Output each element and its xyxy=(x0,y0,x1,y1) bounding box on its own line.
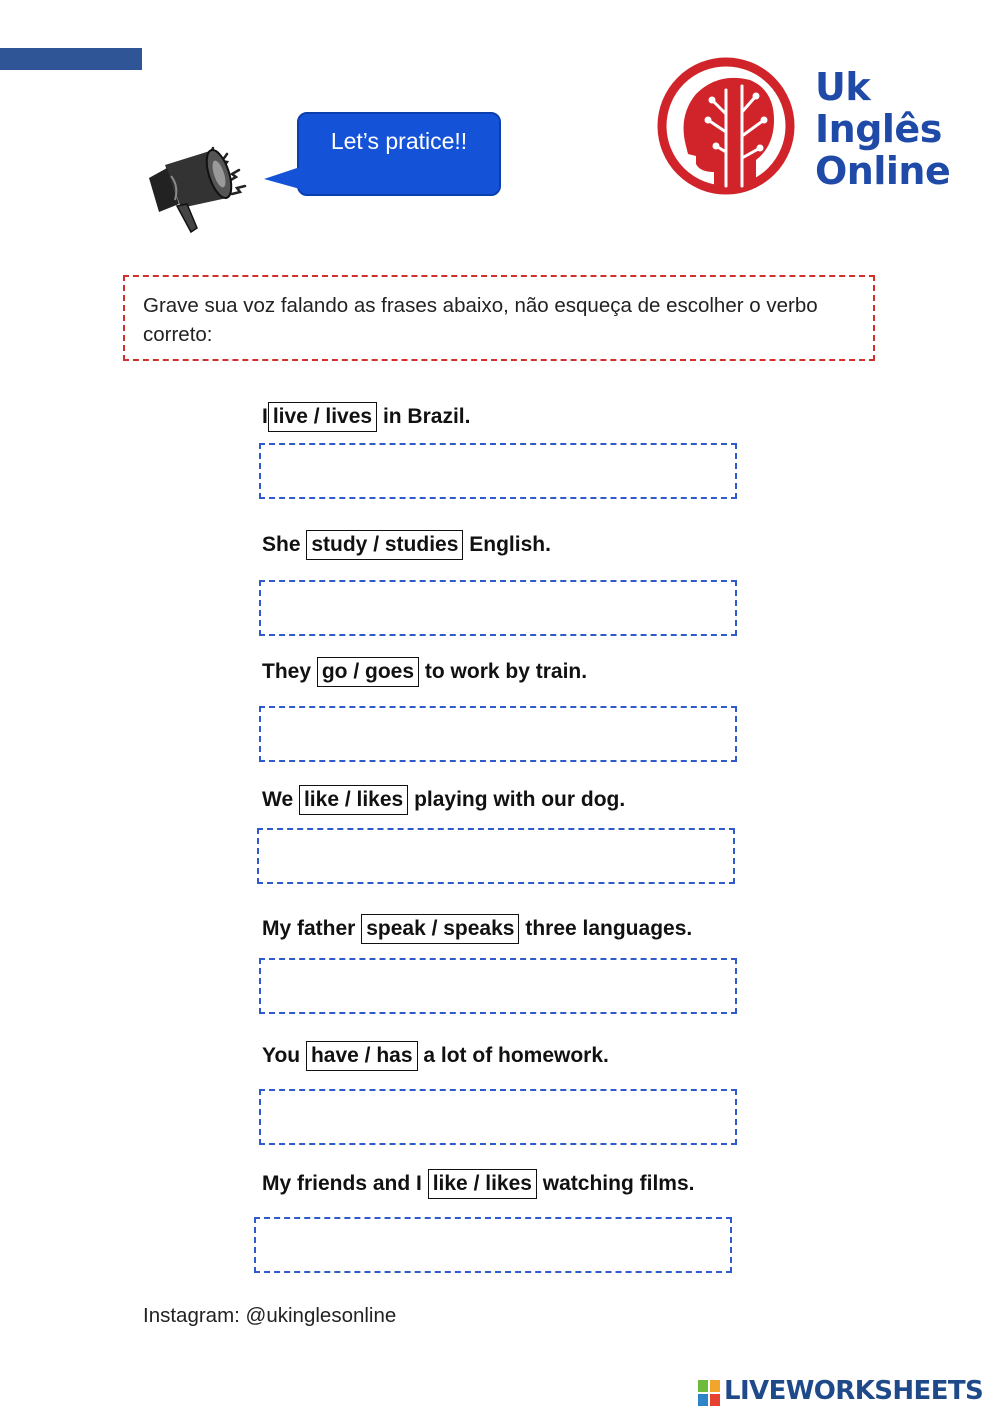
verb-choice[interactable]: go / goes xyxy=(317,657,419,687)
verb-choice[interactable]: study / studies xyxy=(306,530,463,560)
bubble-text: Let’s pratice!! xyxy=(330,128,468,154)
sentence-2 xyxy=(262,530,551,560)
recording-box-3[interactable] xyxy=(259,706,737,762)
sentence-5 xyxy=(262,914,692,944)
instructions-text: Grave sua voz falando as frases abaixo, não esqueça de escolher o verbo correto: xyxy=(143,294,818,346)
recording-box-7[interactable] xyxy=(254,1217,732,1273)
recording-box-2[interactable] xyxy=(259,580,737,636)
recording-box-4[interactable] xyxy=(257,828,735,884)
logo-line-2: Inglês xyxy=(815,107,942,151)
sentence-before: She xyxy=(262,533,301,556)
verb-choice[interactable]: like / likes xyxy=(428,1169,537,1199)
bubble-tail xyxy=(262,163,302,193)
megaphone-icon xyxy=(135,120,265,245)
sentence-4 xyxy=(262,785,625,815)
sentence-after: a lot of homework. xyxy=(423,1044,609,1067)
verb-choice[interactable]: speak / speaks xyxy=(361,914,519,944)
sentence-3 xyxy=(262,657,587,687)
sentence-before: I xyxy=(262,405,268,428)
brand-logo-text xyxy=(815,66,950,192)
sentence-before: You xyxy=(262,1044,301,1067)
verb-choice[interactable]: have / has xyxy=(306,1041,418,1071)
sentence-6 xyxy=(262,1041,609,1071)
logo-line-1: Uk xyxy=(815,65,871,109)
liveworksheets-brand: LIVEWORKSHEETS xyxy=(724,1376,984,1406)
top-accent-bar xyxy=(0,48,142,70)
sentence-after: to work by train. xyxy=(424,660,588,683)
recording-box-5[interactable] xyxy=(259,958,737,1014)
instagram-handle: Instagram: @ukinglesonline xyxy=(143,1304,397,1327)
verb-choice[interactable]: like / likes xyxy=(299,785,408,815)
sentence-before: We xyxy=(262,788,294,811)
sentence-after: three languages. xyxy=(525,917,693,940)
sentence-before: They xyxy=(262,660,312,683)
liveworksheets-logo-icon xyxy=(698,1378,722,1408)
logo-line-3: Online xyxy=(815,149,951,193)
sentence-after: English. xyxy=(469,533,551,556)
sentence-1 xyxy=(262,402,470,432)
recording-box-1[interactable] xyxy=(259,443,737,499)
sentence-before: My father xyxy=(262,917,356,940)
sentence-7 xyxy=(262,1169,694,1199)
instructions-box xyxy=(123,275,875,361)
verb-choice[interactable]: live / lives xyxy=(268,402,377,432)
sentence-before: My friends and I xyxy=(262,1172,422,1195)
speech-bubble xyxy=(297,112,501,196)
sentence-after: in Brazil. xyxy=(382,405,471,428)
recording-box-6[interactable] xyxy=(259,1089,737,1145)
sentence-after: playing with our dog. xyxy=(414,788,626,811)
sentence-after: watching films. xyxy=(542,1172,695,1195)
